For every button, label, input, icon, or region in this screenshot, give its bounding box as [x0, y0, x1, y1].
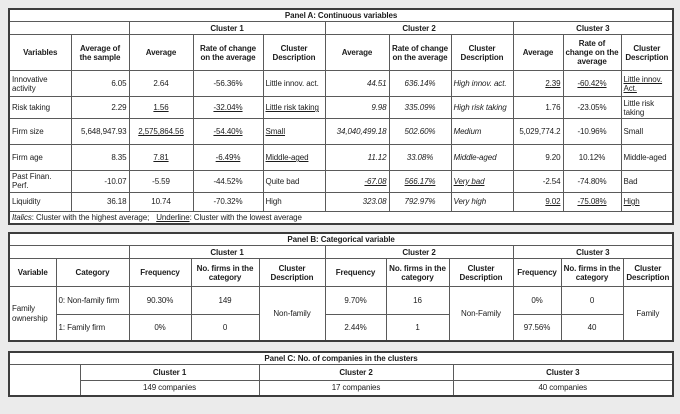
- cell-value: Family: [636, 308, 660, 318]
- panel-a-title: Panel A: Continuous variables: [9, 9, 673, 22]
- cell-value: Small: [623, 127, 644, 137]
- cell-value: -23.05%: [577, 103, 607, 113]
- cell-value: Little risk taking: [623, 98, 654, 117]
- cell-value: 9.02: [545, 196, 561, 206]
- variable-cell: [9, 145, 71, 171]
- description-cell: [451, 71, 513, 97]
- cell-value: 335.09%: [404, 103, 436, 113]
- cell-value: 2.39: [545, 79, 561, 89]
- cell-value: Middle-aged: [453, 153, 497, 163]
- table-row: [9, 192, 673, 211]
- table-row: [9, 119, 673, 145]
- cell-value: 5,029,774.2: [519, 127, 561, 137]
- cell-value: -2.54: [542, 176, 561, 186]
- cell-value: 17 companies: [331, 383, 381, 393]
- description-cell: [263, 192, 325, 211]
- cell-value: Liquidity: [12, 196, 41, 206]
- panel-b-table: [8, 232, 674, 342]
- frequency-cell: [325, 287, 386, 315]
- cell-value: -10.07: [104, 176, 127, 186]
- cell-value: 502.60%: [404, 127, 436, 137]
- firms-count-cell: [386, 287, 449, 315]
- rate-cell: [563, 171, 621, 192]
- companies-cell: [259, 381, 453, 396]
- cluster-1-header: Cluster 1: [129, 246, 325, 259]
- rate-cell: [389, 145, 451, 171]
- rate-cell: [563, 97, 621, 119]
- average-cell: [513, 97, 563, 119]
- cluster-1-header: Cluster 1: [80, 365, 259, 381]
- cell-value: Small: [265, 127, 286, 137]
- cell-value: Firm size: [12, 127, 44, 137]
- cell-value: -60.42%: [577, 79, 607, 89]
- category-cell: [56, 315, 129, 341]
- column-header-category: Category: [56, 259, 129, 287]
- average-cell: [129, 145, 193, 171]
- cell-value: -75.08%: [577, 196, 607, 206]
- column-header-firms: No. firms in the category: [191, 259, 259, 287]
- table-row: [9, 35, 673, 71]
- cell-value: 2.44%: [344, 322, 367, 332]
- panel-c-table: [8, 351, 674, 397]
- panel-a-table: [8, 8, 674, 225]
- cell-value: Family ownership: [12, 304, 48, 323]
- rate-cell: [193, 192, 263, 211]
- cell-value: Little innov. Act.: [623, 74, 663, 93]
- cell-value: 0: [589, 296, 595, 306]
- cell-value: Non-Family: [461, 308, 501, 318]
- table-row: [9, 145, 673, 171]
- cell-value: 0%: [154, 322, 166, 332]
- cluster-2-header: Cluster 2: [259, 365, 453, 381]
- cell-value: Non-family: [273, 308, 311, 318]
- column-header-average: Average: [129, 35, 193, 71]
- average-cell: [129, 192, 193, 211]
- variable-cell: [9, 192, 71, 211]
- table-row: [9, 246, 673, 259]
- cell-value: Middle-aged: [265, 153, 309, 163]
- cell-value: 2,575,864.56: [138, 127, 184, 137]
- cluster-1-header: Cluster 1: [129, 22, 325, 35]
- table-row: [9, 71, 673, 97]
- cell-value: Quite bad: [265, 176, 300, 186]
- description-cell: [451, 145, 513, 171]
- variable-cell: [9, 71, 71, 97]
- average-cell: [325, 145, 389, 171]
- firms-count-cell: [561, 315, 623, 341]
- table-row: [9, 365, 673, 381]
- cell-value: 7.81: [153, 153, 169, 163]
- description-cell: [621, 145, 673, 171]
- description-cell: [451, 119, 513, 145]
- cluster-2-header: Cluster 2: [325, 22, 513, 35]
- column-header-frequency: Frequency: [129, 259, 191, 287]
- cell-value: Very bad: [453, 176, 485, 186]
- cluster-3-header: Cluster 3: [453, 365, 673, 381]
- table-row: [9, 381, 673, 396]
- average-cell: [129, 119, 193, 145]
- cell-value: High innov. act.: [453, 79, 507, 89]
- cell-value: -10.96%: [577, 127, 607, 137]
- rate-cell: [563, 71, 621, 97]
- column-header-rate: Rate of change on the average: [193, 35, 263, 71]
- rate-cell: [389, 171, 451, 192]
- average-cell: [325, 192, 389, 211]
- column-header-description: Cluster Description: [451, 35, 513, 71]
- rate-cell: [389, 71, 451, 97]
- description-cell: [621, 97, 673, 119]
- column-header-frequency: Frequency: [325, 259, 386, 287]
- average-cell: [513, 145, 563, 171]
- rate-cell: [389, 97, 451, 119]
- footnote-underline-text: : Cluster with the lowest average: [189, 212, 302, 222]
- average-cell: [513, 71, 563, 97]
- cell-value: 8.35: [111, 153, 127, 163]
- description-cell: [621, 119, 673, 145]
- rate-cell: [563, 145, 621, 171]
- cell-value: 10.74: [151, 196, 171, 206]
- cell-value: 1.56: [153, 103, 169, 113]
- column-header-rate: Rate of change on the average: [563, 35, 621, 71]
- cell-value: 566.17%: [404, 176, 436, 186]
- firms-count-cell: [561, 287, 623, 315]
- average-cell: [325, 97, 389, 119]
- average-cell: [513, 119, 563, 145]
- cell-value: Middle-aged: [623, 153, 667, 163]
- cell-value: 40: [587, 322, 597, 332]
- description-cell: [621, 171, 673, 192]
- companies-cell: [80, 381, 259, 396]
- column-header-description: Cluster Description: [621, 35, 673, 71]
- column-header-variables: Variables: [9, 35, 71, 71]
- column-header-description: Cluster Description: [259, 259, 325, 287]
- column-header-rate: Rate of change on the average: [389, 35, 451, 71]
- cell-value: 792.97%: [404, 196, 436, 206]
- description-cell: [451, 171, 513, 192]
- description-cell: [621, 71, 673, 97]
- table-row: [9, 259, 673, 287]
- firms-count-cell: [386, 315, 449, 341]
- table-row: [9, 233, 673, 246]
- average-cell: [325, 119, 389, 145]
- cell-value: Innovative activity: [12, 74, 48, 93]
- cell-value: -70.32%: [213, 196, 243, 206]
- sample-average-cell: [71, 71, 129, 97]
- cell-value: -54.40%: [213, 127, 243, 137]
- panel-b-title: Panel B: Categorical variable: [9, 233, 673, 246]
- frequency-cell: [513, 287, 561, 315]
- table-row: [9, 352, 673, 365]
- firms-count-cell: [191, 315, 259, 341]
- description-cell: [259, 287, 325, 341]
- column-header-description: Cluster Description: [623, 259, 673, 287]
- average-cell: [513, 171, 563, 192]
- cell-value: 34,040,499.18: [336, 127, 387, 137]
- average-cell: [129, 171, 193, 192]
- frequency-cell: [129, 287, 191, 315]
- cell-value: 0: Non-family firm: [58, 296, 120, 306]
- column-header-average: Average: [513, 35, 563, 71]
- rate-cell: [563, 119, 621, 145]
- panel-c-title: Panel C: No. of companies in the clusters: [9, 352, 673, 365]
- cluster-3-header: Cluster 3: [513, 22, 673, 35]
- average-cell: [129, 97, 193, 119]
- cell-value: -32.04%: [213, 103, 243, 113]
- column-header-frequency: Frequency: [513, 259, 561, 287]
- cell-value: 9.20: [545, 153, 561, 163]
- cell-value: 11.12: [367, 153, 387, 163]
- column-header-firms: No. firms in the category: [561, 259, 623, 287]
- sample-average-cell: [71, 171, 129, 192]
- average-cell: [513, 192, 563, 211]
- cell-value: Medium: [453, 127, 482, 137]
- cell-value: 2.29: [111, 103, 127, 113]
- cell-value: 323.08: [362, 196, 387, 206]
- sample-average-cell: [71, 97, 129, 119]
- sample-average-cell: [71, 145, 129, 171]
- rate-cell: [193, 97, 263, 119]
- cell-value: 5,648,947.93: [80, 127, 127, 137]
- description-cell: [449, 287, 513, 341]
- cell-value: Past Finan. Perf.: [12, 172, 52, 191]
- empty-corner-cell: [9, 365, 80, 396]
- average-cell: [325, 71, 389, 97]
- rate-cell: [193, 171, 263, 192]
- cell-value: High: [623, 196, 640, 206]
- cell-value: 0: [222, 322, 228, 332]
- frequency-cell: [325, 315, 386, 341]
- cell-value: -6.49%: [215, 153, 241, 163]
- variable-cell: [9, 171, 71, 192]
- empty-corner-cell: [9, 22, 129, 35]
- table-row: [9, 22, 673, 35]
- cell-value: 1: [415, 322, 420, 332]
- cell-value: 16: [413, 296, 422, 306]
- cell-value: 149: [218, 296, 232, 306]
- cell-value: 2.64: [153, 79, 169, 89]
- table-row: [9, 315, 673, 341]
- cell-value: 40 companies: [538, 383, 588, 393]
- cell-value: Firm age: [12, 153, 43, 163]
- rate-cell: [193, 145, 263, 171]
- cell-value: 6.05: [111, 79, 127, 89]
- table-row: [9, 97, 673, 119]
- column-header-description: Cluster Description: [263, 35, 325, 71]
- cell-value: 9.98: [371, 103, 387, 113]
- cell-value: -5.59: [152, 176, 170, 186]
- rate-cell: [389, 192, 451, 211]
- column-header-firms: No. firms in the category: [386, 259, 449, 287]
- rate-cell: [193, 119, 263, 145]
- footnote-italics-word: Italics: [12, 212, 32, 222]
- footnote: [9, 211, 673, 224]
- description-cell: [621, 192, 673, 211]
- description-cell: [451, 192, 513, 211]
- cell-value: 10.12%: [578, 153, 606, 163]
- cell-value: -67.08: [364, 176, 387, 186]
- cell-value: Very high: [453, 196, 487, 206]
- description-cell: [263, 97, 325, 119]
- category-cell: [56, 287, 129, 315]
- table-row: [9, 171, 673, 192]
- average-cell: [129, 71, 193, 97]
- cell-value: Little innov. act.: [265, 79, 319, 89]
- cell-value: High: [265, 196, 282, 206]
- column-header-variable: Variable: [9, 259, 56, 287]
- table-row: [9, 211, 673, 224]
- cluster-2-header: Cluster 2: [325, 246, 513, 259]
- rate-cell: [563, 192, 621, 211]
- cell-value: -44.52%: [213, 176, 243, 186]
- description-cell: [451, 97, 513, 119]
- cluster-3-header: Cluster 3: [513, 246, 673, 259]
- cell-value: High risk taking: [453, 103, 507, 113]
- frequency-cell: [513, 315, 561, 341]
- column-header-sample-average: Average of the sample: [71, 35, 129, 71]
- cell-value: 1: Family firm: [58, 322, 106, 332]
- sample-average-cell: [71, 192, 129, 211]
- rate-cell: [193, 71, 263, 97]
- description-cell: [263, 119, 325, 145]
- cell-value: Bad: [623, 176, 638, 186]
- column-header-description: Cluster Description: [449, 259, 513, 287]
- companies-cell: [453, 381, 673, 396]
- cell-value: Risk taking: [12, 103, 51, 113]
- average-cell: [325, 171, 389, 192]
- cell-value: 636.14%: [404, 79, 436, 89]
- cell-value: 97.56%: [523, 322, 551, 332]
- cell-value: 44.51: [366, 79, 387, 89]
- cell-value: 90.30%: [146, 296, 174, 306]
- cell-value: 9.70%: [344, 296, 367, 306]
- cell-value: 36.18: [106, 196, 127, 206]
- rate-cell: [389, 119, 451, 145]
- table-row: [9, 9, 673, 22]
- variable-cell: [9, 287, 56, 341]
- description-cell: [623, 287, 673, 341]
- empty-corner-cell: [9, 246, 129, 259]
- variable-cell: [9, 119, 71, 145]
- variable-cell: [9, 97, 71, 119]
- firms-count-cell: [191, 287, 259, 315]
- cell-value: 1.76: [545, 103, 561, 113]
- cell-value: 0%: [531, 296, 543, 306]
- cell-value: -56.36%: [213, 79, 243, 89]
- column-header-average: Average: [325, 35, 389, 71]
- frequency-cell: [129, 315, 191, 341]
- description-cell: [263, 171, 325, 192]
- cell-value: 33.08%: [406, 153, 434, 163]
- description-cell: [263, 145, 325, 171]
- cell-value: Little risk taking: [265, 103, 319, 113]
- sample-average-cell: [71, 119, 129, 145]
- description-cell: [263, 71, 325, 97]
- table-row: [9, 287, 673, 315]
- footnote-italics-text: : Cluster with the highest average;: [31, 212, 150, 222]
- cell-value: 149 companies: [143, 383, 196, 393]
- cell-value: -74.80%: [577, 176, 607, 186]
- footnote-underline-word: Underline: [156, 212, 190, 222]
